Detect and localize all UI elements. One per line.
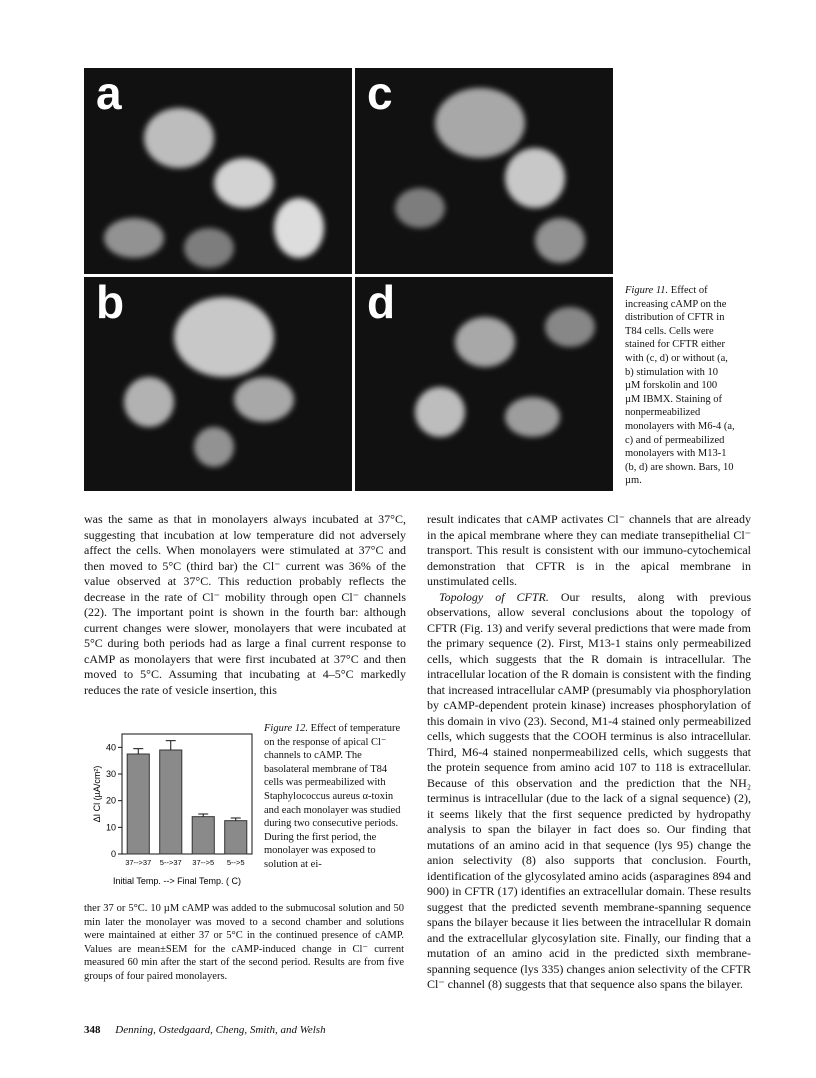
section-heading: Topology of CFTR. — [439, 589, 549, 604]
panel-label: b — [96, 277, 125, 328]
micrograph-panel-a — [84, 68, 352, 274]
body-paragraph: was the same as that in monolayers always incubated at 37°C, suggesting that incubation at low temperature did not adversely affect the cells. When monolayers were stimulated at 37°C and then moved to 5°C (third bar) the Cl⁻ current was 36% of the value observed at 37°C. This reduction probably reflects the decrease in the rate of Cl⁻ mobility through open Cl⁻ channels (22). The important point is shown in the fourth bar: although current changes were slower, monolayers that were incubated at 5°C during both periods had as large a final current response to cAMP as monolayers that were first incubated at 37°C and then moved to 5°C. Assuming that incubating at 4–5°C markedly reduces the rate of vesicle insertion, this — [84, 512, 406, 697]
x-tick-label: 37-->37 — [125, 858, 152, 867]
left-column — [84, 512, 406, 698]
micrograph-panel-b — [84, 277, 352, 491]
caption-title: Figure 11. — [625, 285, 669, 296]
y-tick-label: 30 — [105, 769, 116, 779]
x-tick-label: 37-->5 — [192, 858, 215, 867]
y-axis-label: ΔI Cl (µA/cm²) — [92, 765, 102, 823]
page-footer — [84, 1024, 326, 1036]
micrograph-panel-c — [355, 68, 613, 274]
figure-11-caption — [625, 284, 735, 488]
footer-authors: Denning, Ostedgaard, Cheng, Smith, and Welsh — [115, 1024, 326, 1036]
body-paragraph: result indicates that cAMP activates Cl⁻ channels that are already in the apical membrane where they can mediate transepithelial Cl⁻ transport. This result is consistent with our immuno-cytochemical demonstration that CFTR is in the apical membrane in unstimulated cells. — [427, 512, 751, 588]
panel-label: d — [367, 277, 396, 328]
x-tick-label: 5-->5 — [226, 858, 245, 867]
micrograph-panel-d — [355, 277, 613, 491]
figure-12-caption — [264, 722, 404, 872]
figure-12-bar-chart — [88, 726, 260, 898]
figure-12-caption-continued: ther 37 or 5°C. 10 µM cAMP was added to the submucosal solution and 50 min later the monolayer was moved to a second chamber and solutions were maintained at either 37 or 5°C in the continued presence of cAMP. Values are mean±SEM for the cAMP-induced change in Cl⁻ current measured 60 min after the start of the second period. Results are from five groups of four paired monolayers. — [84, 903, 404, 982]
y-tick-label: 0 — [110, 849, 116, 859]
right-column — [427, 512, 751, 993]
panel-label: a — [96, 68, 122, 119]
paragraph-text: Our results, along with previous observations, allow several conclusions about the topology of CFTR (Fig. 13) and verify several predictions that were made from the primary sequence (2). First, M13-1 stains only permeabilized cells, which suggests that the R domain is intracellular. The intracellular location of the R domain is consistent with the finding that increased intracellular cAMP (presumably via phosphorylation by cAMP-dependent protein kinase) increases phosphorylation of this domain in vivo (23). Second, M1-4 stained only permeabilized cells, which suggests that the COOH terminus is also intracellular. Third, M6-4 stained nonpermeabilized cells, which suggests that the protein sequence from amino acid 107 to 118 is extracellular. Because of this observation and the prediction that the NH₂ terminus is intracellular (due to the lack of a signal sequence) (2), it seems likely that the first sequence predicted by hydropathy analysis to span the bilayer in fact does so. Our finding that mutations of an amino acid in that sequence (lys 95) change the anion selectivity (8) also supports that conclusion. Fourth, identification of the glycosylated amino acids (asparagines 894 and 900) in CFTR (17) identifies an extracellular domain. These results suggest that the predicted seventh membrane-spanning sequence spans the bilayer because it lies between the intracellular R domain and the extracellular glycosylation site. Finally, our finding that a mutation of an amino acid in the predicted sixth membrane-spanning sequence (lys 335) changes anion selectivity of the CFTR Cl⁻ channel (8) suggests that that sequence also spans the bilayer. — [427, 589, 751, 991]
panel-label: c — [367, 68, 393, 119]
x-axis-label: Initial Temp. --> Final Temp. ( C) — [113, 876, 241, 886]
page-number: 348 — [84, 1024, 101, 1036]
caption-text: Effect of temperature on the response of apical Cl⁻ channels to cAMP. The basolateral membrane of T84 cells was permeabilized with Staphylococcus aureus α-toxin and each monolayer was studied during two consecutive periods. During the first period, the monolayer was exposed to solution at ei- — [264, 723, 401, 870]
bar — [160, 750, 182, 854]
x-tick-label: 5-->37 — [159, 858, 182, 867]
y-tick-label: 10 — [105, 822, 116, 833]
y-tick-label: 20 — [105, 795, 116, 806]
bar — [225, 821, 247, 854]
caption-title: Figure 12. — [264, 723, 308, 734]
caption-text: Effect of increasing cAMP on the distribution of CFTR in T84 cells. Cells were stained for CFTR either with (c, d) or without (a, b) stimulation with 10 µM forskolin and 100 µM IBMX. Staining of nonpermeabilized monolayers with M6-4 (a, c) and of permeabilized monolayers with M13-1 (b, d) are shown. Bars, 10 µm. — [625, 285, 735, 487]
y-tick-label: 40 — [105, 742, 116, 753]
bar — [192, 817, 214, 854]
body-paragraph — [427, 590, 751, 993]
bar — [127, 754, 149, 854]
